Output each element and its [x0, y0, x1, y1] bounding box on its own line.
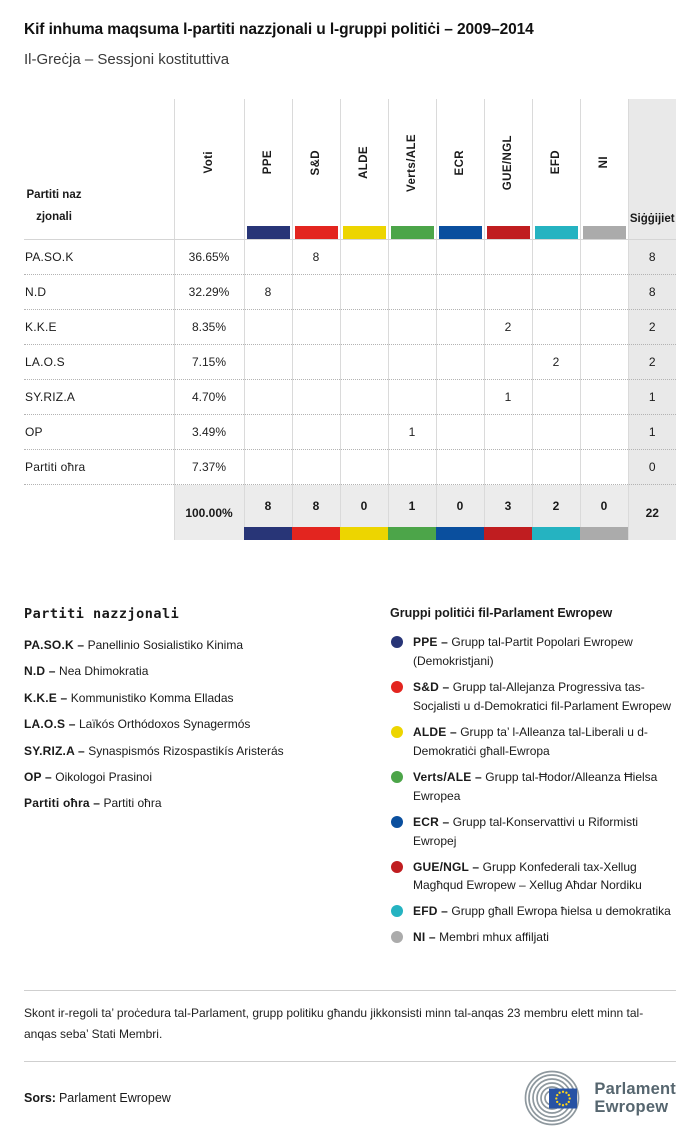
- group-color-dot-icon: [391, 931, 403, 943]
- group-color-bar: [436, 527, 484, 540]
- group-color-bar: [295, 226, 338, 239]
- group-seats-cell: [244, 345, 292, 380]
- group-seats-cell: [292, 380, 340, 415]
- group-seats-cell: [436, 450, 484, 485]
- group-color-bar: [391, 226, 434, 239]
- group-seats-cell: [340, 380, 388, 415]
- political-groups-legend: [390, 606, 676, 954]
- group-seats-cell: [532, 380, 580, 415]
- group-seats-cell: [580, 345, 628, 380]
- group-column-header-cell: [484, 99, 532, 240]
- group-abbr: ECR –: [413, 814, 450, 829]
- party-group-table: [24, 99, 676, 540]
- party-column-header-cell: [24, 99, 174, 240]
- group-column-header-cell: [244, 99, 292, 240]
- voti-column-header-cell: [174, 99, 244, 240]
- party-name-cell: Partiti oħra: [24, 450, 174, 485]
- party-abbr: LA.O.S –: [24, 717, 76, 732]
- group-color-dot-icon: [391, 861, 403, 873]
- seats-cell: 8: [628, 240, 676, 275]
- group-color-dot-icon: [391, 636, 403, 648]
- table-row: [24, 415, 676, 450]
- party-legend-item: [24, 743, 390, 760]
- group-seats-cell: [244, 310, 292, 345]
- voti-cell: 32.29%: [174, 275, 244, 310]
- group-seats-cell: [532, 275, 580, 310]
- voti-column-header: Voti: [203, 151, 215, 174]
- party-legend-item: [24, 690, 390, 707]
- group-seats-cell: [340, 450, 388, 485]
- total-seats-cell: 22: [628, 485, 676, 541]
- table-row: [24, 450, 676, 485]
- group-seats-cell: 2: [484, 310, 532, 345]
- group-seats-cell: [436, 380, 484, 415]
- party-full-name: Oikologoi Prasinoi: [55, 769, 152, 784]
- group-abbr: Verts/ALE –: [413, 769, 482, 784]
- party-legend-item: [24, 663, 390, 680]
- group-seats-cell: [292, 275, 340, 310]
- group-column-header: ALDE: [358, 146, 370, 179]
- group-seats-cell: [244, 415, 292, 450]
- parliament-hemicycle-icon: [519, 1070, 585, 1126]
- logo-line2: Ewropew: [594, 1098, 669, 1117]
- party-abbr: OP –: [24, 769, 52, 784]
- group-seats-cell: 8: [292, 240, 340, 275]
- group-abbr: GUE/NGL –: [413, 859, 480, 874]
- group-full-name: Grupp tal-Konservattivi u Riformisti Ewropej: [413, 814, 639, 848]
- footnote-section: [24, 990, 676, 1062]
- total-group-cell: 8: [292, 485, 340, 528]
- seats-cell: 1: [628, 380, 676, 415]
- group-color-dot-icon: [391, 681, 403, 693]
- group-seats-cell: [388, 450, 436, 485]
- table-row: [24, 310, 676, 345]
- table-row: [24, 345, 676, 380]
- total-group-cell: 0: [580, 485, 628, 528]
- group-color-bar: [292, 527, 340, 540]
- voti-cell: 7.37%: [174, 450, 244, 485]
- national-parties-legend-heading: Partiti nazzjonali: [24, 606, 180, 622]
- group-seats-cell: [484, 275, 532, 310]
- group-seats-cell: 1: [484, 380, 532, 415]
- group-legend-item: [390, 902, 676, 921]
- group-full-name: Grupp Konfederali tax-Xellug Magħqud Ewropew – Xellug Aħdar Nordiku: [413, 859, 642, 893]
- logo-wordmark: [594, 1080, 676, 1117]
- group-seats-cell: [436, 310, 484, 345]
- group-column-header: ECR: [454, 149, 466, 176]
- group-seats-cell: [580, 450, 628, 485]
- seats-cell: 1: [628, 415, 676, 450]
- group-seats-cell: [340, 310, 388, 345]
- group-color-bar: [532, 527, 580, 540]
- group-seats-cell: [580, 310, 628, 345]
- party-legend-item: [24, 716, 390, 733]
- party-abbr: Partiti oħra –: [24, 796, 101, 811]
- group-seats-cell: [580, 275, 628, 310]
- source-value: Parlament Ewropew: [58, 1091, 171, 1106]
- group-full-name: Grupp tal-Ħodor/Alleanza Ħielsa Ewropea: [413, 769, 658, 803]
- group-column-header-cell: [340, 99, 388, 240]
- footer: [24, 1062, 676, 1138]
- group-seats-cell: [388, 310, 436, 345]
- group-color-bar: [340, 527, 388, 540]
- group-seats-cell: [244, 380, 292, 415]
- group-seats-cell: 1: [388, 415, 436, 450]
- voti-cell: 3.49%: [174, 415, 244, 450]
- party-name-cell: K.K.E: [24, 310, 174, 345]
- party-full-name: Nea Dhimokratia: [59, 664, 149, 679]
- group-seats-cell: [244, 450, 292, 485]
- table-row: [24, 275, 676, 310]
- group-color-bar: [439, 226, 482, 239]
- group-color-bar: [580, 527, 628, 540]
- footnote-text: Skont ir-regoli ta’ proċedura tal-Parlament, grupp politiku għandu jikkonsisti minn tal-anqas 23 membru elett minn tal-anqas seba’ Stati Membri.: [24, 1006, 644, 1042]
- total-group-cell: 0: [436, 485, 484, 528]
- party-name-cell: SY.RIZ.A: [24, 380, 174, 415]
- group-seats-cell: [292, 450, 340, 485]
- group-abbr: ALDE –: [413, 724, 457, 739]
- group-full-name: Membri mhux affiljati: [439, 930, 549, 945]
- group-seats-cell: [340, 275, 388, 310]
- voti-cell: 36.65%: [174, 240, 244, 275]
- group-legend-item: [390, 633, 676, 671]
- group-column-header: EFD: [550, 150, 562, 175]
- group-legend-item: [390, 858, 676, 896]
- group-seats-cell: [436, 275, 484, 310]
- group-full-name: Grupp tal-Allejanza Progressiva tas-Socjalisti u d-Demokratici fil-Parlament Ewropew: [413, 679, 672, 713]
- logo-line1: Parlament: [594, 1079, 676, 1098]
- group-seats-cell: [484, 450, 532, 485]
- group-column-header-cell: [532, 99, 580, 240]
- group-seats-cell: [340, 345, 388, 380]
- table-row: [24, 240, 676, 275]
- group-color-bar: [247, 226, 290, 239]
- group-seats-cell: [580, 415, 628, 450]
- total-group-cell: 0: [340, 485, 388, 528]
- page-title: Kif inhuma maqsuma l-partiti nazzjonali u l-gruppi politiċi – 2009–2014: [24, 21, 534, 38]
- group-color-dot-icon: [391, 726, 403, 738]
- group-seats-cell: [436, 240, 484, 275]
- group-column-header: S&D: [310, 149, 322, 176]
- voti-cell: 7.15%: [174, 345, 244, 380]
- eu-flag-icon: [549, 1089, 577, 1109]
- source-label: Sors:: [24, 1091, 56, 1106]
- group-color-dot-icon: [391, 771, 403, 783]
- group-seats-cell: [580, 240, 628, 275]
- total-group-cell: 1: [388, 485, 436, 528]
- party-legend-item: [24, 769, 390, 786]
- group-color-dot-icon: [391, 905, 403, 917]
- group-legend-item: [390, 928, 676, 947]
- source-line: [24, 1091, 171, 1105]
- party-full-name: Partiti oħra: [103, 796, 162, 811]
- party-abbr: PA.SO.K –: [24, 638, 85, 652]
- party-legend-item: [24, 637, 390, 654]
- group-legend-item: [390, 723, 676, 761]
- group-color-bar: [343, 226, 386, 239]
- party-name-cell: LA.O.S: [24, 345, 174, 380]
- voti-cell: 4.70%: [174, 380, 244, 415]
- group-seats-cell: [292, 345, 340, 380]
- group-full-name: Grupp għall Ewropa ħielsa u demokratika: [451, 904, 671, 919]
- group-full-name: Grupp ta’ l-Alleanza tal-Liberali u d-Demokratiċi għall-Ewropa: [413, 724, 648, 758]
- political-groups-legend-heading: Gruppi politiċi fil-Parlament Ewropew: [390, 606, 613, 620]
- total-empty-cell: [24, 485, 174, 541]
- group-column-header-cell: [388, 99, 436, 240]
- group-full-name: Grupp tal-Partit Popolari Ewropew (Demokristjani): [413, 635, 633, 668]
- party-name-cell: N.D: [24, 275, 174, 310]
- voti-cell: 8.35%: [174, 310, 244, 345]
- seats-column-header: Siġġijiet: [629, 213, 675, 226]
- seats-cell: 0: [628, 450, 676, 485]
- group-seats-cell: [244, 240, 292, 275]
- group-abbr: EFD –: [413, 904, 449, 919]
- group-seats-cell: [580, 380, 628, 415]
- group-seats-cell: [532, 450, 580, 485]
- group-legend-item: [390, 678, 676, 716]
- group-color-bar: [583, 226, 626, 239]
- group-color-bar: [244, 527, 292, 540]
- total-voti-cell: 100.00%: [174, 485, 244, 541]
- group-seats-cell: [388, 275, 436, 310]
- group-column-header: Verts/ALE: [406, 133, 418, 192]
- group-seats-cell: [388, 345, 436, 380]
- table-row: [24, 380, 676, 415]
- group-color-bar: [487, 226, 530, 239]
- seats-cell: 2: [628, 310, 676, 345]
- group-seats-cell: [340, 240, 388, 275]
- group-column-header: NI: [598, 156, 610, 169]
- total-group-cell: 8: [244, 485, 292, 528]
- party-legend-item: [24, 795, 390, 812]
- party-abbr: N.D –: [24, 664, 56, 679]
- table-total-row: [24, 485, 676, 528]
- total-group-cell: 2: [532, 485, 580, 528]
- group-abbr: NI –: [413, 930, 436, 945]
- seats-cell: 2: [628, 345, 676, 380]
- group-color-dot-icon: [391, 816, 403, 828]
- party-full-name: Kommunistiko Komma Elladas: [70, 690, 234, 705]
- group-legend-item: [390, 768, 676, 806]
- party-name-cell: OP: [24, 415, 174, 450]
- group-seats-cell: [388, 380, 436, 415]
- group-seats-cell: [484, 415, 532, 450]
- group-seats-cell: [484, 345, 532, 380]
- party-abbr: SY.RIZ.A –: [24, 743, 85, 758]
- group-seats-cell: [388, 240, 436, 275]
- legends-section: [24, 606, 676, 954]
- group-seats-cell: [436, 415, 484, 450]
- group-seats-cell: [532, 240, 580, 275]
- table-header-row: [24, 99, 676, 240]
- group-seats-cell: [340, 415, 388, 450]
- group-seats-cell: [532, 415, 580, 450]
- group-legend-item: [390, 813, 676, 851]
- group-column-header-cell: [292, 99, 340, 240]
- group-seats-cell: [292, 310, 340, 345]
- group-seats-cell: [532, 310, 580, 345]
- page-subtitle: Il-Greċja – Sessjoni kostituttiva: [24, 51, 230, 68]
- total-group-cell: 3: [484, 485, 532, 528]
- party-abbr: K.K.E –: [24, 690, 68, 705]
- group-column-header-cell: [580, 99, 628, 240]
- group-seats-cell: 2: [532, 345, 580, 380]
- national-parties-legend: [24, 606, 390, 954]
- european-parliament-logo: [519, 1070, 676, 1126]
- party-full-name: Synaspismós Rizospastikís Aristerás: [88, 743, 284, 758]
- party-full-name: Laïkós Orthódoxos Synagermós: [78, 717, 251, 732]
- seats-cell: 8: [628, 275, 676, 310]
- group-column-header-cell: [436, 99, 484, 240]
- group-column-header: PPE: [262, 150, 274, 175]
- group-column-header: GUE/NGL: [502, 134, 514, 191]
- group-color-bar: [484, 527, 532, 540]
- group-seats-cell: 8: [244, 275, 292, 310]
- group-seats-cell: [484, 240, 532, 275]
- party-name-cell: PA.SO.K: [24, 240, 174, 275]
- party-full-name: Panellinio Sosialistiko Kinima: [87, 638, 244, 652]
- group-color-bar: [535, 226, 578, 239]
- group-seats-cell: [436, 345, 484, 380]
- group-seats-cell: [292, 415, 340, 450]
- seats-column-header-cell: [628, 99, 676, 240]
- party-column-header: Partiti nazzjonali: [26, 189, 82, 223]
- group-color-bar: [388, 527, 436, 540]
- group-abbr: PPE –: [413, 635, 449, 649]
- group-abbr: S&D –: [413, 679, 450, 694]
